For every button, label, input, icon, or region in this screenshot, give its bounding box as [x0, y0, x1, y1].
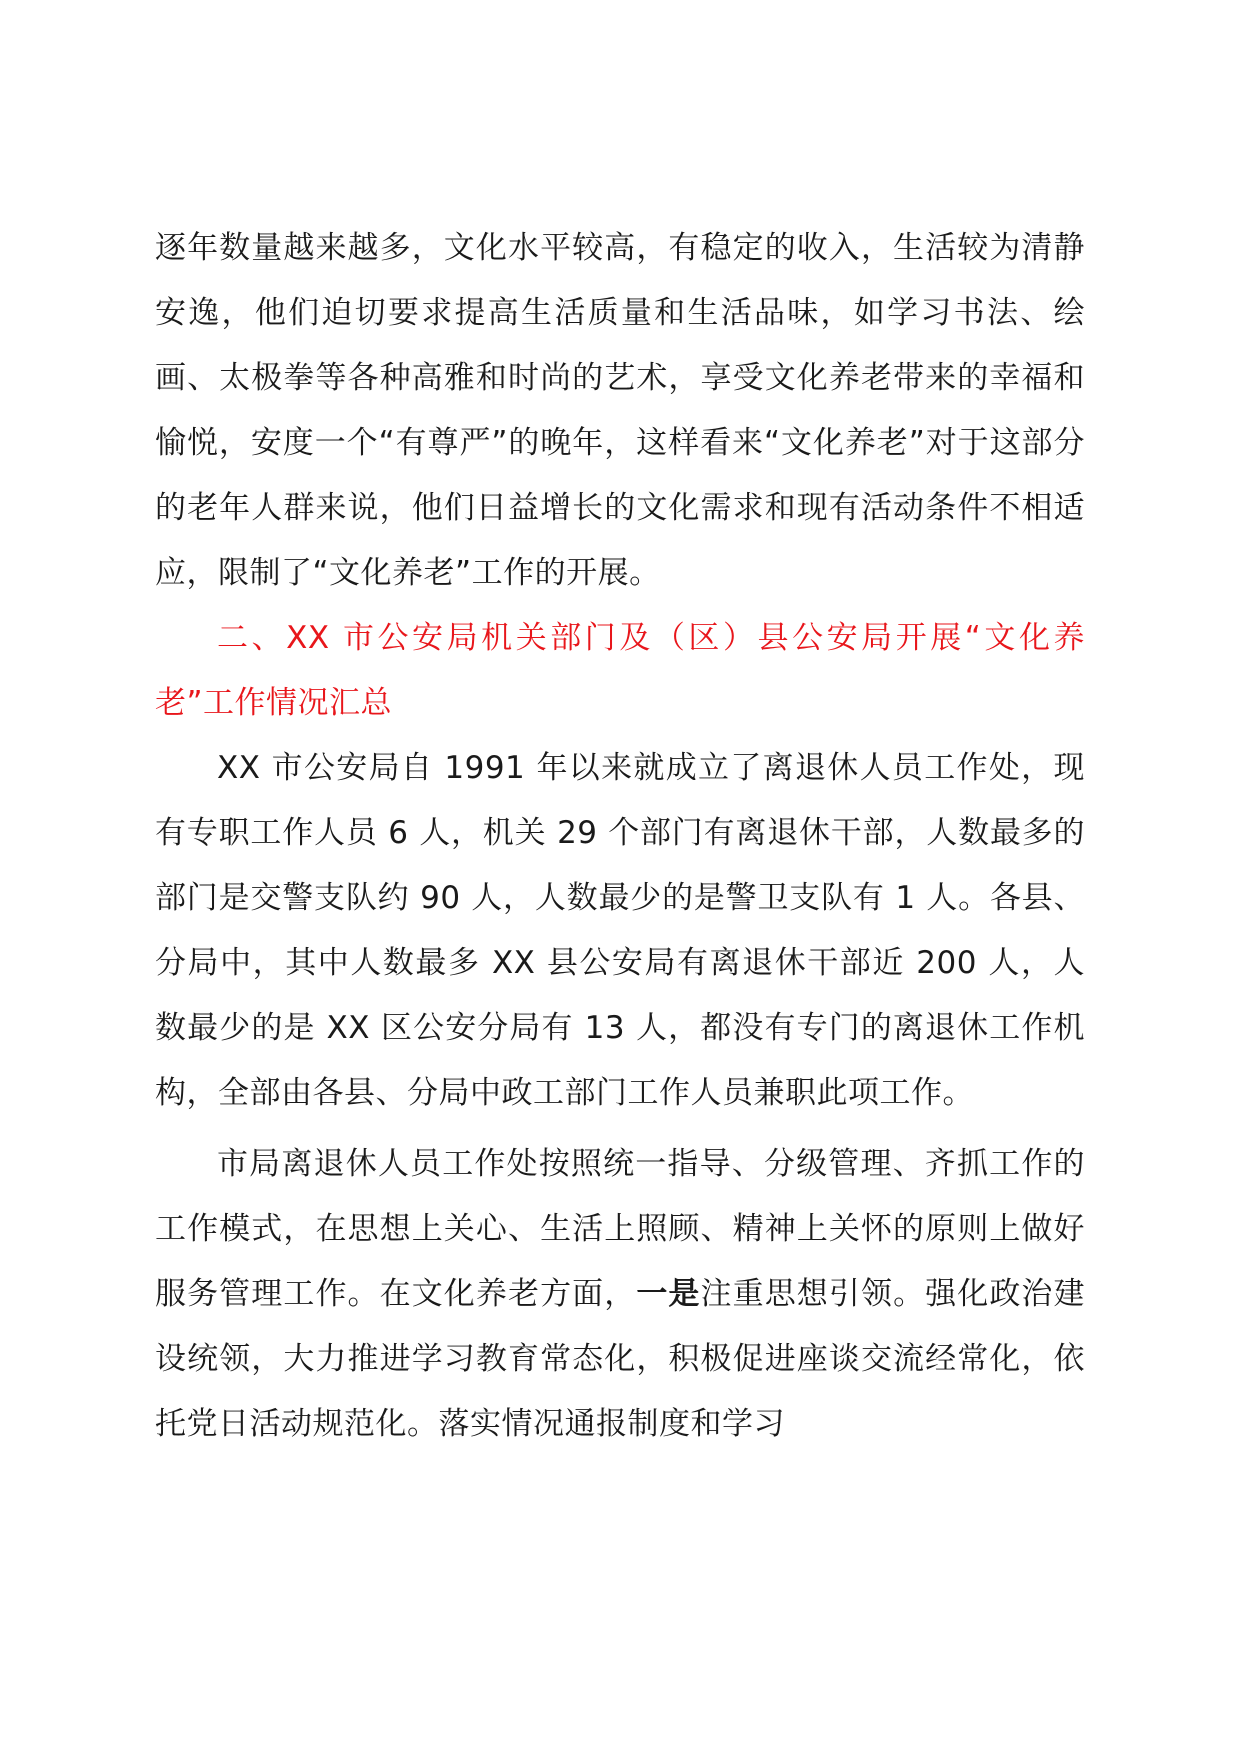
document-body: [155, 216, 1085, 1457]
paragraph-work-mode-text: 市局离退休人员工作处按照统一指导、分级管理、齐抓工作的工作模式，在思想上关心、生活上照顾、精神上关怀的原则上做好服务管理工作。在文化养老方面，: [155, 1146, 1085, 1312]
emphasis-first: 一是: [636, 1276, 701, 1312]
paragraph-work-mode: [155, 1132, 1085, 1457]
paragraph-overview: XX 市公安局自 1991 年以来就成立了离退休人员工作处，现有专职工作人员 6 人，机关 29 个部门有离退休干部，人数最多的部门是交警支队约 90 人，人数最少的是警卫支队有 1 人。各县、分局中，其中人数最多 XX 县公安局有离退休干部近 200 人，人数最少的是 XX 区公安分局有 13 人，都没有专门的离退休工作机构，全部由各县、分局中政工部门工作人员兼职此项工作。: [155, 750, 1085, 1111]
paragraph-work-mode-continued: 注重思想引领。强化政治建设统领，大力推进学习教育常态化，积极促进座谈交流经常化，依托党日活动规范化。落实情况通报制度和学习: [155, 1276, 1086, 1442]
section-heading: 二、XX 市公安局机关部门及（区）县公安局开展“文化养老”工作情况汇总: [155, 620, 1085, 721]
paragraph-intro: 逐年数量越来越多，文化水平较高，有稳定的收入，生活较为清静安逸，他们迫切要求提高生活质量和生活品味，如学习书法、绘画、太极拳等各种高雅和时尚的艺术，享受文化养老带来的幸福和愉悦，安度一个“有尊严”的晚年，这样看来“文化养老”对于这部分的老年人群来说，他们日益增长的文化需求和现有活动条件不相适应，限制了“文化养老”工作的开展。: [155, 230, 1085, 591]
